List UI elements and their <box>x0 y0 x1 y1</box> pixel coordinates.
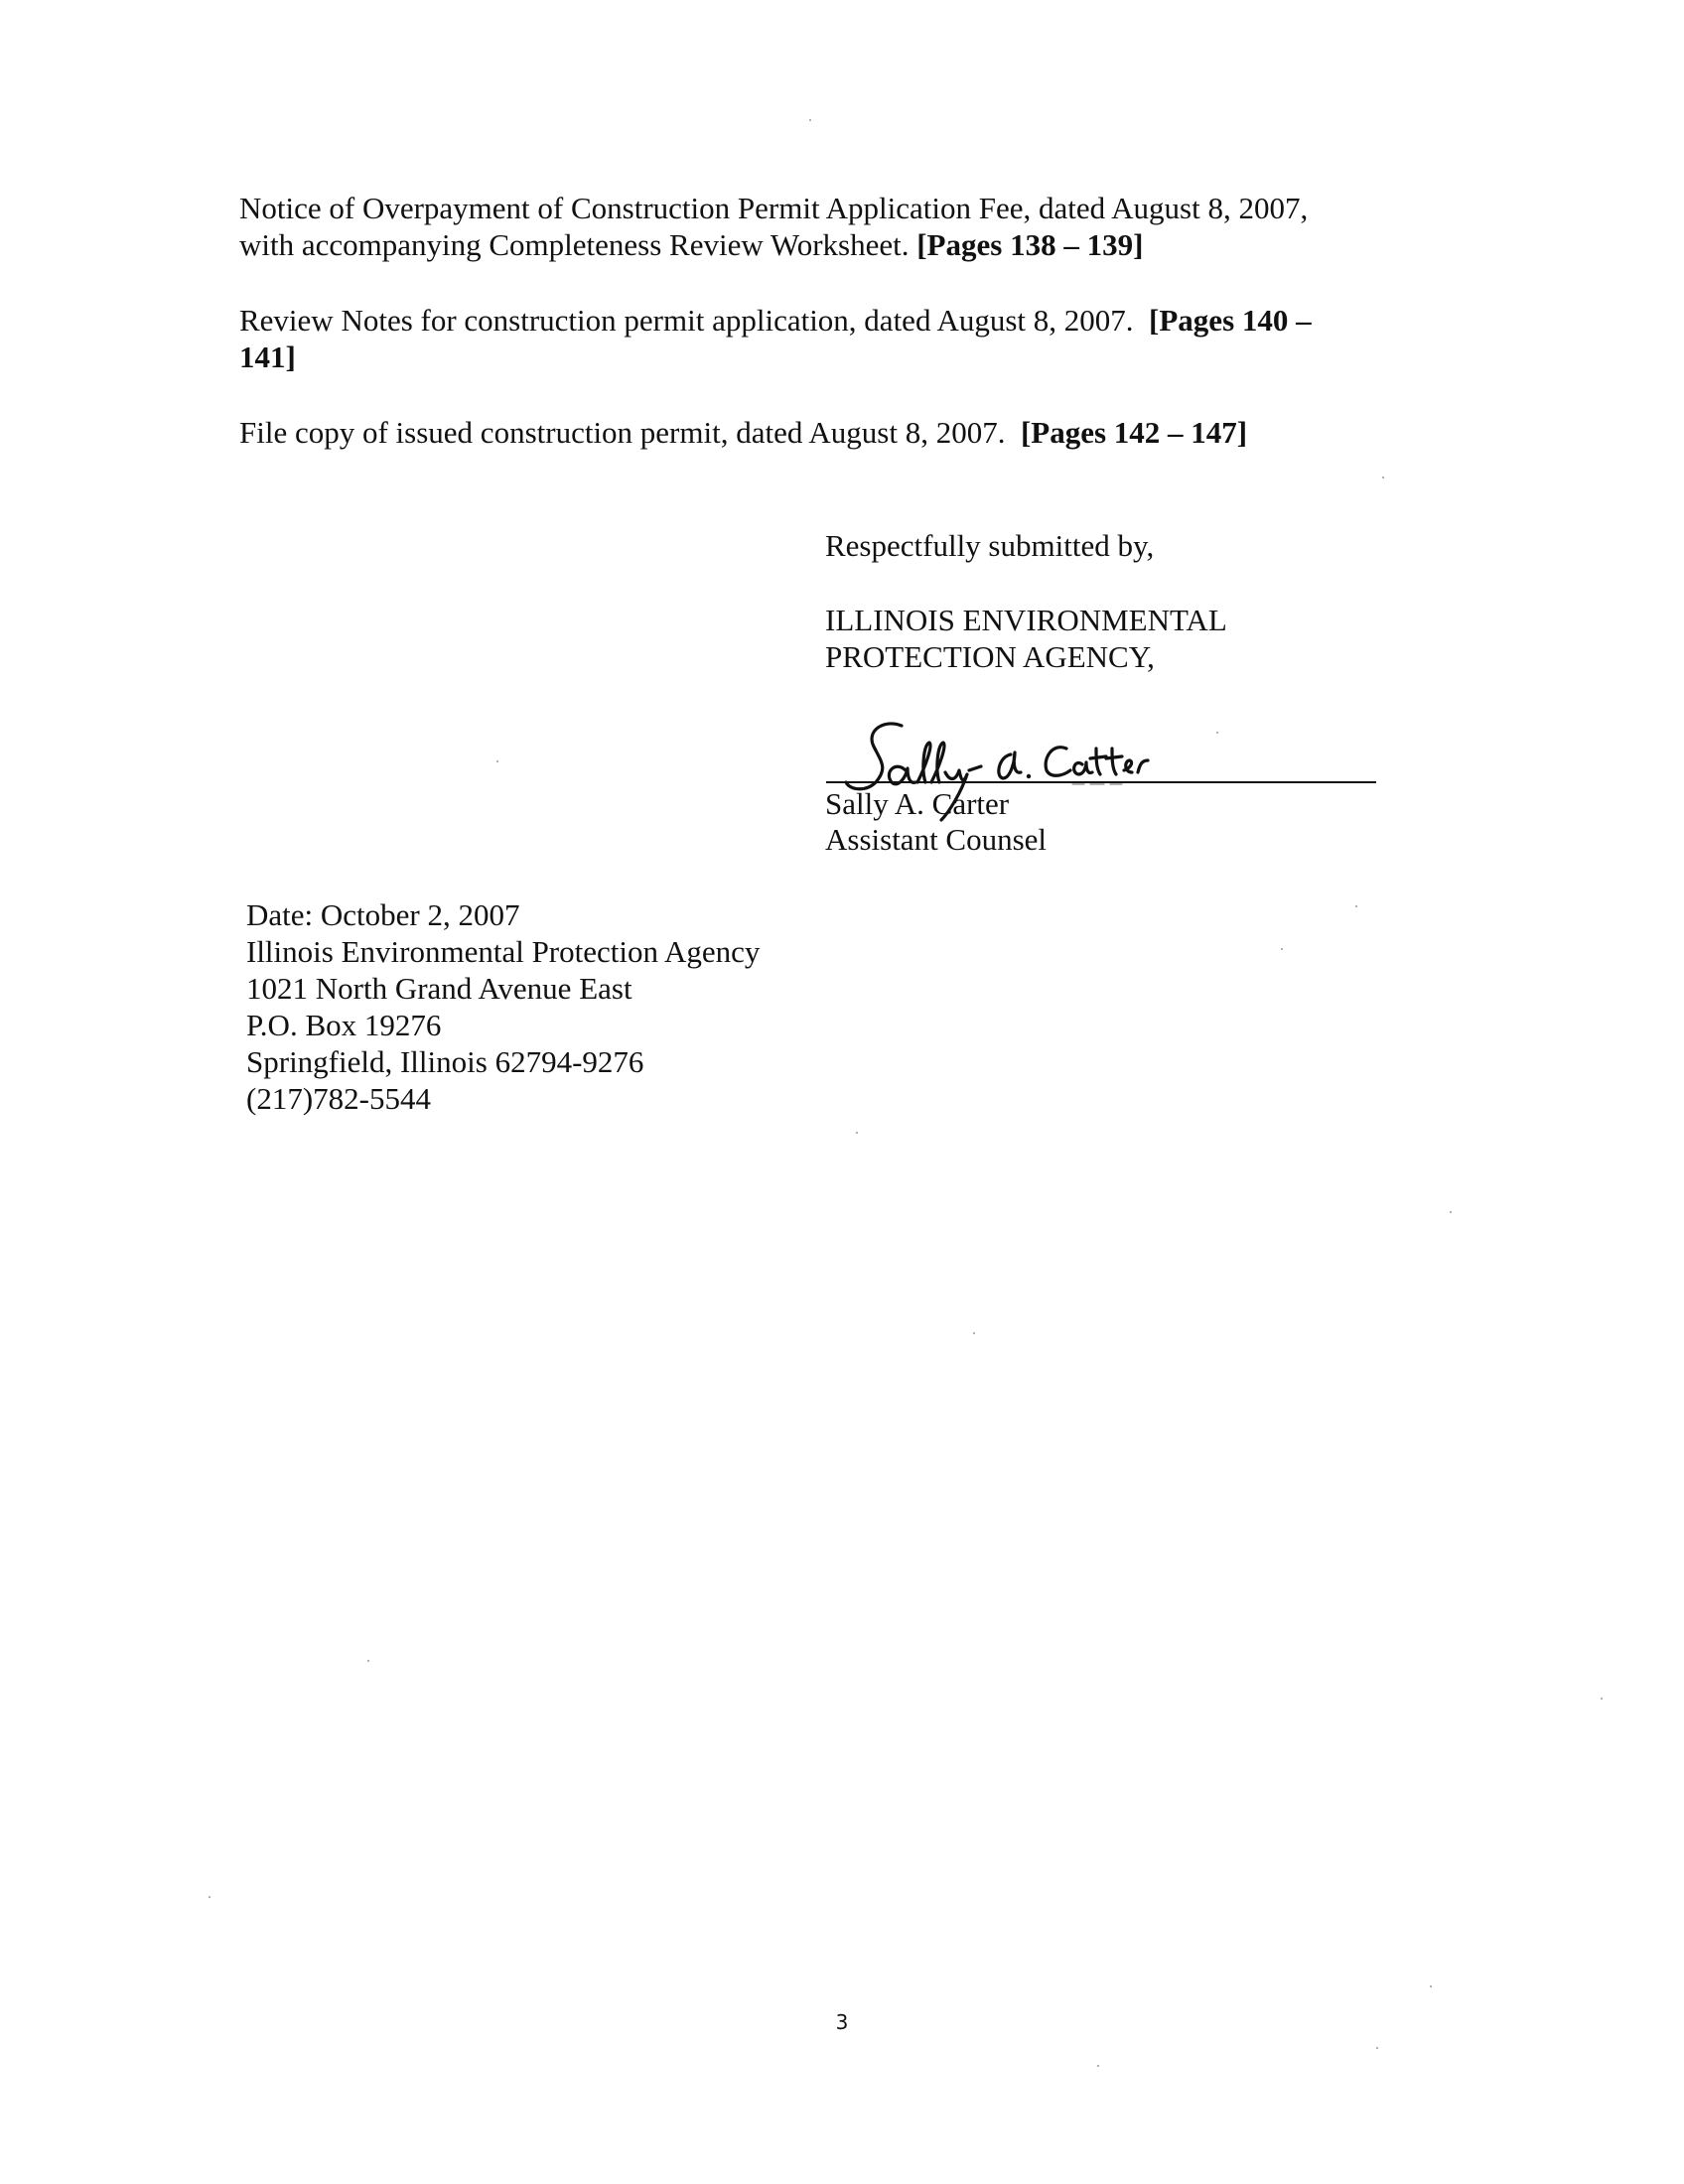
item-1-description: with accompanying Completeness Review Worksheet. <box>239 227 910 262</box>
scan-speck <box>1355 905 1357 907</box>
address-line-agency: Illinois Environmental Protection Agency <box>246 934 761 969</box>
date-line: Date: October 2, 2007 <box>246 897 520 932</box>
scan-speck <box>856 1132 858 1134</box>
scan-speck <box>1382 477 1384 478</box>
agency-name-line-1: ILLINOIS ENVIRONMENTAL <box>825 603 1227 637</box>
item-2-page-reference-continued: 141] <box>239 340 296 374</box>
signature-line <box>826 781 1376 783</box>
address-line-street: 1021 North Grand Avenue East <box>246 971 632 1006</box>
scan-speck <box>1376 2047 1378 2049</box>
scan-speck <box>1281 948 1283 950</box>
scan-speck <box>1430 1985 1432 1987</box>
agency-name-line-2: PROTECTION AGENCY, <box>825 639 1155 674</box>
signer-title: Assistant Counsel <box>825 822 1048 857</box>
item-3-page-reference: [Pages 142 – 147] <box>1020 415 1248 450</box>
scan-speck <box>1601 1698 1603 1700</box>
signer-name: Sally A. Carter <box>825 786 1010 821</box>
address-line-city: Springfield, Illinois 62794-9276 <box>246 1044 644 1079</box>
scan-speck <box>1097 2065 1099 2067</box>
item-3-description: File copy of issued construction permit, dated August 8, 2007. <box>239 415 1006 450</box>
page-number: 3 <box>835 2010 849 2034</box>
scan-speck <box>973 1332 975 1334</box>
scan-speck <box>496 760 498 762</box>
closing-text: Respectfully submitted by, <box>825 528 1155 563</box>
scan-speck <box>209 1896 210 1898</box>
item-2-line-1 <box>239 302 1312 340</box>
item-3-line-1 <box>239 414 1247 452</box>
scan-speck <box>367 1660 369 1662</box>
scan-speck <box>1216 732 1218 734</box>
item-2-description: Review Notes for construction permit application, dated August 8, 2007. <box>239 303 1134 338</box>
address-line-po-box: P.O. Box 19276 <box>246 1008 442 1042</box>
address-line-phone: (217)782-5544 <box>246 1081 431 1116</box>
item-2-page-reference: [Pages 140 – <box>1149 303 1312 338</box>
item-1-line-1: Notice of Overpayment of Construction Permit Application Fee, dated August 8, 2007, <box>239 191 1309 225</box>
scan-speck <box>1450 1211 1452 1213</box>
item-1-line-2 <box>239 226 1143 264</box>
item-1-page-reference: [Pages 138 – 139] <box>916 227 1144 262</box>
scan-speck <box>809 119 811 121</box>
